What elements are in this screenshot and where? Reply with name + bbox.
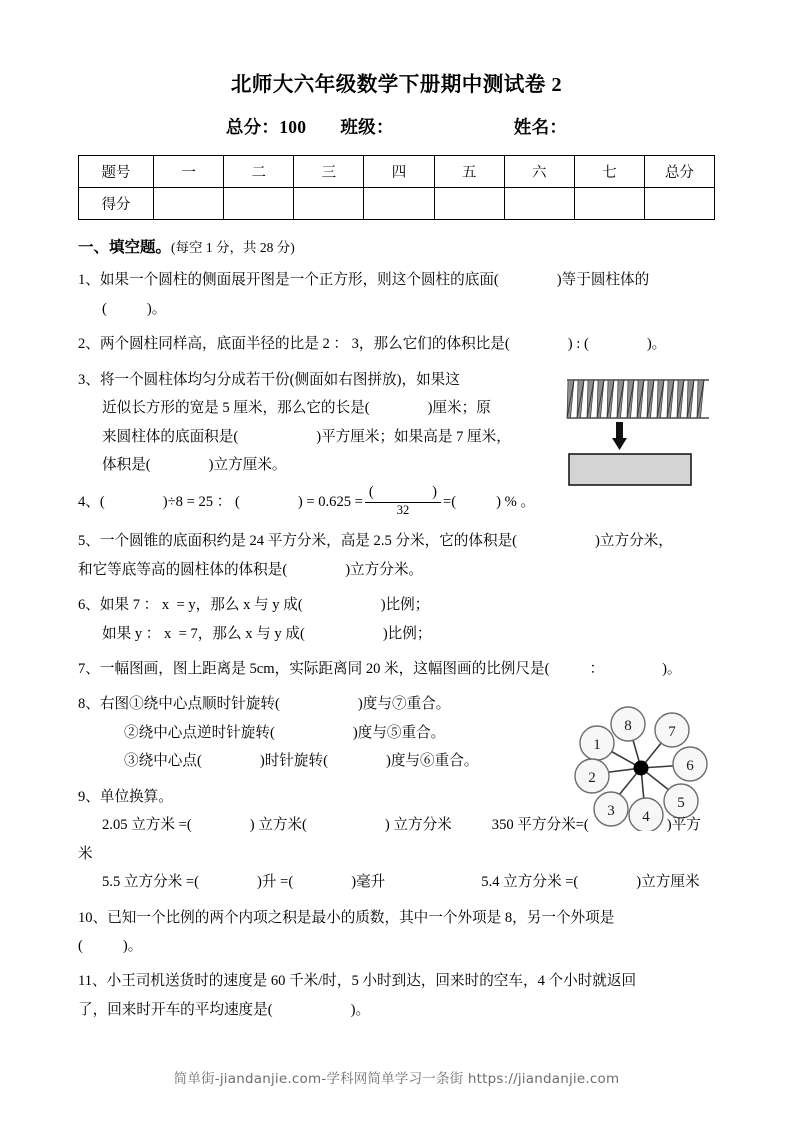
page-title: 北师大六年级数学下册期中测试卷 2 xyxy=(230,74,563,96)
class-label: 班级： xyxy=(340,116,394,137)
sawtooth-band-icon xyxy=(567,380,709,418)
q5-line1a: 5、一个圆锥的底面积约是 24 平方分米，高是 2.5 分米，它的体积是( xyxy=(78,533,518,550)
score-table-row-label-0: 题号 xyxy=(79,155,154,187)
q2-line1a: 2、两个圆柱同样高，底面半径的比是 2 ： 3，那么它们的体积比是( xyxy=(78,336,510,353)
question-7 xyxy=(78,655,715,683)
q4-part-e: ) % 。 xyxy=(496,494,536,511)
cylinder-figure-svg xyxy=(566,376,714,486)
rectangle-shape xyxy=(569,454,691,485)
question-11 xyxy=(78,967,715,1024)
q4-part-a: 4、( xyxy=(78,494,105,511)
down-arrow-icon xyxy=(612,422,627,450)
score-table-col-7: 总分 xyxy=(644,155,714,187)
q6-line1a: 6、如果 7 ： x = y，那么 x 与 y 成( xyxy=(78,597,303,614)
footer-watermark: 简单街-jiandanjie.com-学科网简单学习一条街 https://jiandanjie.com xyxy=(173,1071,620,1087)
q4-part-b: )÷8 = 25 ： ( xyxy=(162,494,240,511)
question-2 xyxy=(78,330,715,358)
question-10 xyxy=(78,904,715,961)
score-table-col-1: 二 xyxy=(224,155,294,187)
q4-part-d: =( xyxy=(443,494,457,511)
score-cell-4[interactable] xyxy=(434,187,504,219)
q8-line1b: )度与⑦重合。 xyxy=(357,696,451,713)
label-5: 5 xyxy=(677,795,685,811)
score-table-col-4: 五 xyxy=(434,155,504,187)
q9-r1b: ) 立方米( xyxy=(249,817,307,834)
q3-line4a: 体积是( xyxy=(102,457,151,474)
score-table-row-label-1: 得分 xyxy=(79,187,154,219)
q10-line2b: )。 xyxy=(122,938,143,955)
label-2: 2 xyxy=(588,770,596,786)
q9-r2c: )毫升 xyxy=(351,874,386,891)
q8-line3c: )度与⑥重合。 xyxy=(385,753,479,770)
q7-line1a: 7、一幅图画，图上距离是 5cm，实际距离同 20 米，这幅图画的比例尺是( xyxy=(78,660,550,677)
q8-line2a: ②绕中心点逆时针旋转( xyxy=(124,724,275,741)
q3-line3b: )平方厘米；如果高是 7 厘米， xyxy=(316,428,511,445)
q1-line2a: ( xyxy=(102,300,107,317)
score-table xyxy=(78,155,715,220)
q7-line1b: ： xyxy=(589,660,605,677)
q9-r2e: )立方厘米 xyxy=(636,874,700,891)
score-cell-5[interactable] xyxy=(504,187,574,219)
q6-line2b: )比例； xyxy=(382,625,432,642)
label-6: 6 xyxy=(686,758,694,774)
score-table-col-2: 三 xyxy=(294,155,364,187)
score-cell-3[interactable] xyxy=(364,187,434,219)
q1-line1: 1、如果一个圆柱的侧面展开图是一个正方形，则这个圆柱的底面( xyxy=(78,272,499,289)
q8-line2b: )度与⑤重合。 xyxy=(352,724,446,741)
table-row-scores xyxy=(79,187,715,219)
question-5 xyxy=(78,527,715,584)
label-8: 8 xyxy=(624,718,632,734)
q11-line2a: 了，回来时开车的平均速度是( xyxy=(78,1001,273,1018)
q3-line1: 3、将一个圆柱体均匀分成若干份(侧面如右图拼放)，如果这 xyxy=(78,371,460,388)
question-8 xyxy=(78,690,548,775)
question-3 xyxy=(78,366,548,480)
score-table-col-3: 四 xyxy=(364,155,434,187)
score-table-col-5: 六 xyxy=(504,155,574,187)
label-3: 3 xyxy=(607,803,615,819)
q9-r1a: 2.05 立方米 =( xyxy=(102,817,192,834)
q5-line2b: )立方分米。 xyxy=(345,561,424,578)
score-cell-6[interactable] xyxy=(574,187,644,219)
score-cell-1[interactable] xyxy=(224,187,294,219)
q8-line3b: )时针旋转( xyxy=(259,753,328,770)
q5-line2a: 和它等底等高的圆柱体的体积是( xyxy=(78,561,288,578)
score-cell-7[interactable] xyxy=(644,187,714,219)
q8-line1a: 8、右图①绕中心点顺时针旋转( xyxy=(78,696,280,713)
q10-line1: 10、已知一个比例的两个内项之积是最小的质数，其中一个外项是 8，另一个外项是 xyxy=(78,909,615,926)
q3-line2b: )厘米；原 xyxy=(427,400,491,417)
label-7: 7 xyxy=(668,724,676,740)
question-1 xyxy=(78,266,715,323)
table-row-header xyxy=(79,155,715,187)
q1-line2b: )。 xyxy=(146,300,167,317)
total-score-label: 总分：100 xyxy=(225,116,307,137)
q3-line4b: )立方厘米。 xyxy=(208,457,287,474)
label-1: 1 xyxy=(593,737,601,753)
section-one-note: (每空 1 分，共 28 分) xyxy=(171,239,295,255)
label-4: 4 xyxy=(642,809,650,825)
q11-line2b: )。 xyxy=(350,1001,371,1018)
q5-line1b: )立方分米， xyxy=(595,533,673,550)
q9-r1d: 350 平方分米=( xyxy=(491,817,589,834)
q2-line1c: )。 xyxy=(646,336,667,353)
q6-line1b: )比例； xyxy=(380,597,430,614)
q10-line2a: ( xyxy=(78,938,83,955)
q4-part-c: ) = 0.625 = xyxy=(297,494,363,511)
score-cell-2[interactable] xyxy=(294,187,364,219)
question-9 xyxy=(78,783,715,897)
q9-r2d: 5.4 立方分米 =( xyxy=(481,874,579,891)
question-6 xyxy=(78,591,715,648)
q3-line3a: 来圆柱体的底面积是( xyxy=(102,428,239,445)
q1-line1b: )等于圆柱体的 xyxy=(556,272,650,289)
q6-line2a: 如果 y ： x = 7，那么 x 与 y 成( xyxy=(102,625,305,642)
q4-fraction-denominator: 32 xyxy=(396,502,410,517)
exam-meta-line xyxy=(78,114,715,139)
q9-r1e: )平方米 xyxy=(78,817,701,862)
q9-r2b: )升 =( xyxy=(257,874,294,891)
score-cell-0[interactable] xyxy=(154,187,224,219)
cylinder-unrolled-figure xyxy=(566,376,714,486)
q4-fraction-numerator[interactable]: ( ) xyxy=(365,484,441,502)
score-table-col-6: 七 xyxy=(574,155,644,187)
section-one-title: 一、填空题。 xyxy=(78,238,172,256)
q8-line3a: ③绕中心点( xyxy=(124,753,202,770)
q3-line2a: 近似长方形的宽是 5 厘米，那么它的长是( xyxy=(102,400,370,417)
score-table-col-0: 一 xyxy=(154,155,224,187)
q7-line1c: )。 xyxy=(662,660,682,677)
student-name-label: 姓名： xyxy=(513,116,568,137)
center-point-icon xyxy=(634,761,649,776)
q9-r2a: 5.5 立方分米 =( xyxy=(102,874,200,891)
q9-title: 9、单位换算。 xyxy=(78,788,173,805)
q4-fraction xyxy=(365,484,441,518)
question-4 xyxy=(78,486,715,520)
q2-line1b: ) : ( xyxy=(567,336,589,353)
q9-r1c: ) 立方分米 xyxy=(384,817,452,834)
q11-line1: 11、小王司机送货时的速度是 60 千米/时，5 小时到达，回来时的空车，4 个小时就返回 xyxy=(78,973,637,990)
section-one-heading xyxy=(78,237,715,260)
